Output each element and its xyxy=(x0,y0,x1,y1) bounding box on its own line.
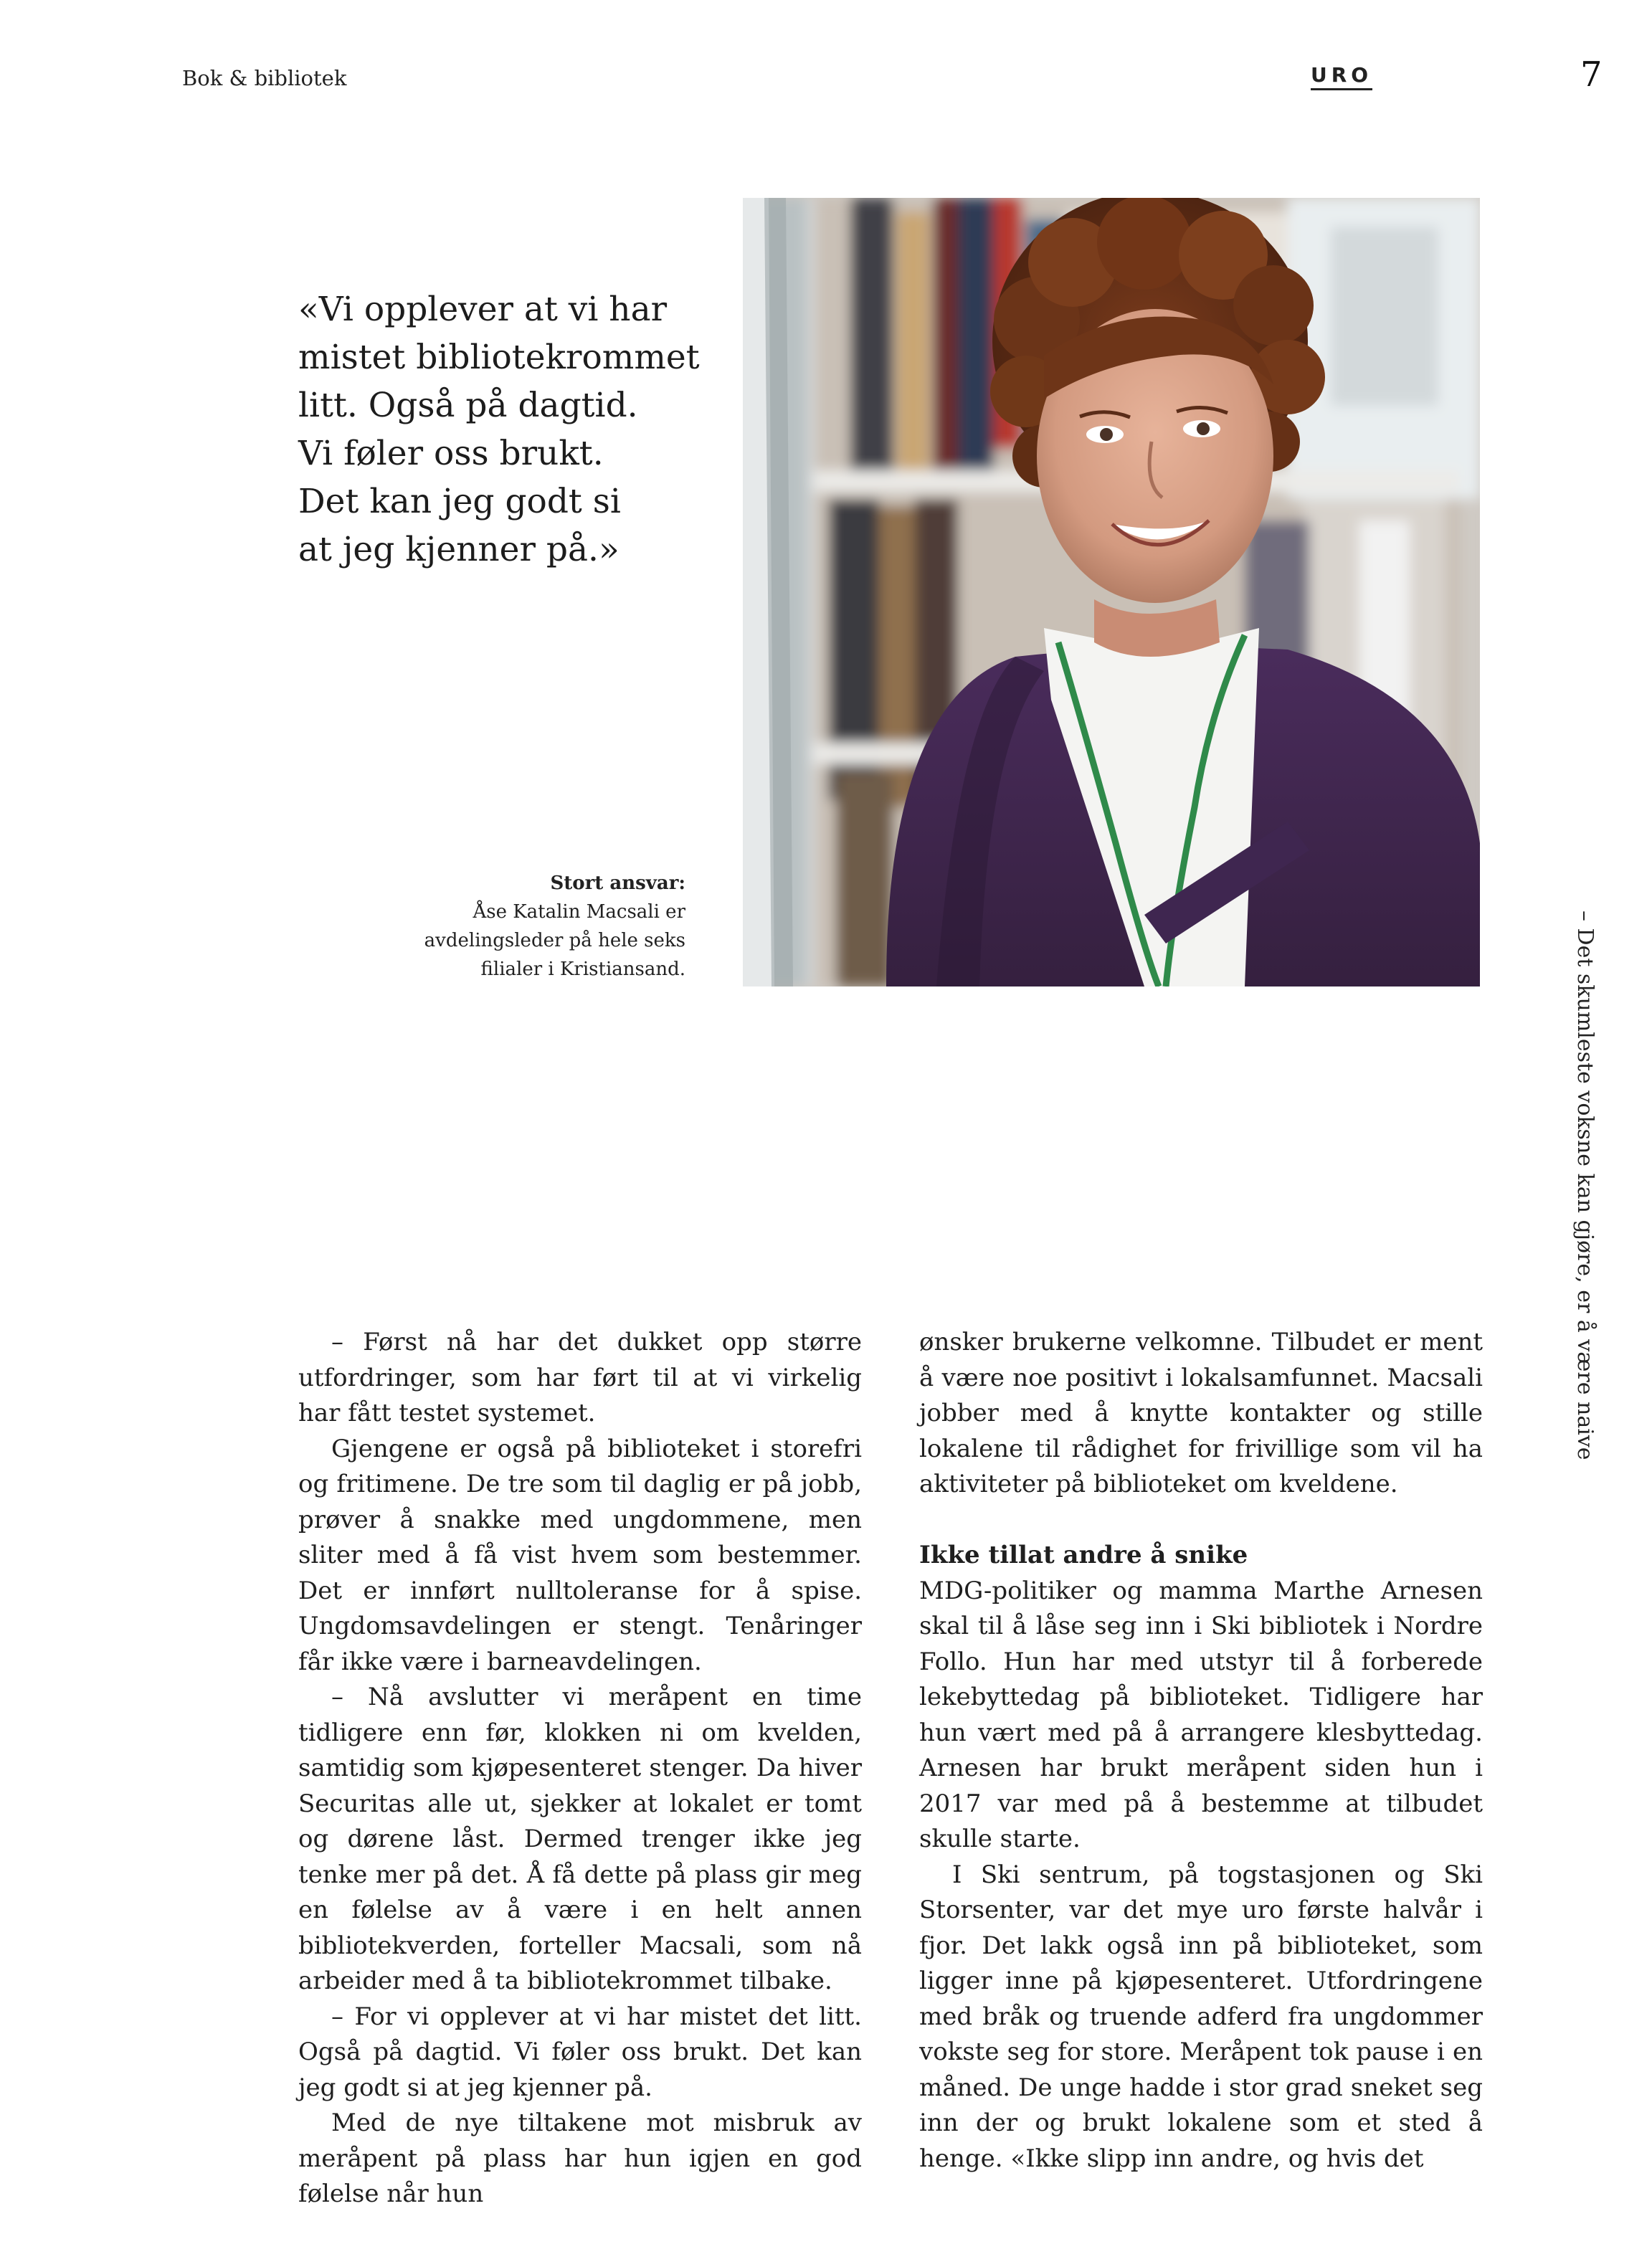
body-paragraph: Gjengene er også på biblioteket i storefri og fritimene. De tre som til daglig er på jobb, prøver å snakke med ungdommene, men sliter med å få vist hvem som bestemmer. Det er innført nulltoleranse for å spise. Ungdomsavdelingen er stengt. Tenåringer får ikke være i barneavdelingen. xyxy=(298,1434,862,1676)
photo-caption xyxy=(402,869,685,984)
magazine-logo: URO xyxy=(1311,63,1372,90)
pull-quote-line: at jeg kjenner på.» xyxy=(298,530,620,569)
portrait-photo xyxy=(743,198,1480,986)
body-column-left xyxy=(298,1325,862,2212)
pull-quote-line: «Vi opplever at vi har xyxy=(298,290,668,329)
body-paragraph: Med de nye tiltakene mot misbruk av meråpent på plass har hun igjen en god følelse når hun xyxy=(298,2108,862,2208)
page-number: 7 xyxy=(1580,54,1603,95)
body-paragraph: – Først nå har det dukket opp større utfordringer, som har ført til at vi virkelig har fått testet systemet. xyxy=(298,1328,862,1427)
body-paragraph: – Nå avslutter vi meråpent en time tidligere enn før, klokken ni om kvelden, samtidig som kjøpesenteret stenger. Da hiver Securitas alle ut, sjekker at lokalet er tomt og dørene låst. Dermed trenger ikke jeg tenke mer på det. Å få dette på plass gir meg en følelse av å være i en helt annen bibliotekverden, forteller Macsali, som nå arbeider med å ta bibliotekrommet tilbake. xyxy=(298,1683,862,1995)
body-paragraph: MDG-politiker og mamma Marthe Arnesen skal til å låse seg inn i Ski bibliotek i Nordre Follo. Hun har med utstyr til å forberede lekebyttedag på biblioteket. Tidligere har hun vært med på å arrangere klesbyttedag. Arnesen har brukt meråpent siden hun i 2017 var med på å bestemme at tilbudet skulle starte. xyxy=(919,1576,1483,1853)
pull-quote-line: litt. Også på dagtid. xyxy=(298,386,638,425)
body-paragraph: I Ski sentrum, på togstasjonen og Ski Storsenter, var det mye uro første halvår i fjor. Det lakk også inn på biblioteket, som ligger inne på kjøpesenteret. Utfordringene med bråk og truende adferd fra ungdommer vokste seg for store. Meråpent tok pause i en måned. De unge hadde i stor grad sneket seg inn der og brukt lokalene som et sted å henge. «Ikke slipp inn andre, og hvis det xyxy=(919,1860,1483,2173)
caption-title: Stort ansvar: xyxy=(550,873,685,894)
caption-text: Åse Katalin Macsali er avdelingsleder på hele seks filialer i Kristiansand. xyxy=(424,901,685,980)
subheading: Ikke tillat andre å snike xyxy=(919,1541,1248,1569)
pull-quote xyxy=(298,285,728,574)
section-label: Bok & bibliotek xyxy=(182,66,347,90)
vertical-quote-text: – Det skumleste voksne kan gjøre, er å være naive xyxy=(1572,911,1598,1460)
pull-quote-line: Det kan jeg godt si xyxy=(298,482,621,521)
body-paragraph: – For vi opplever at vi har mistet det litt. Også på dagtid. Vi føler oss brukt. Det kan jeg godt si at jeg kjenner på. xyxy=(298,2002,862,2102)
pull-quote-line: Vi føler oss brukt. xyxy=(298,434,604,473)
body-paragraph: ønsker brukerne velkomne. Tilbudet er ment å være noe positivt i lokalsamfunnet. Macsali jobber med å knytte kontakter og stille lokalene til rådighet for frivillige som vil ha aktiviteter på biblioteket om kveldene. xyxy=(919,1328,1483,1498)
pull-quote-line: mistet bibliotekrommet xyxy=(298,338,700,377)
vertical-quote xyxy=(1572,911,1603,1460)
body-column-right xyxy=(919,1325,1483,2177)
